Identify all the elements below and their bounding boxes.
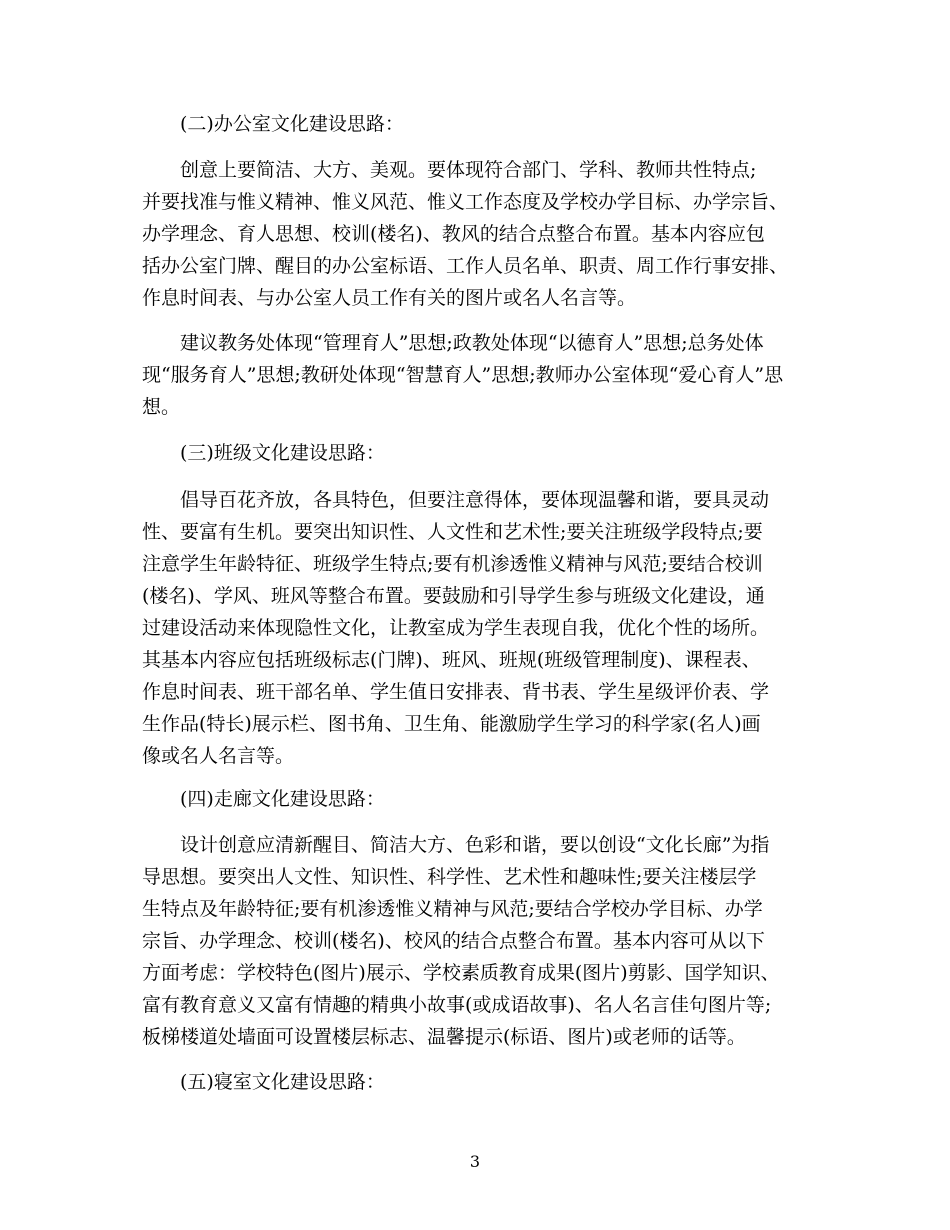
heading-text: (三)班级文化建设思路：: [180, 442, 385, 464]
section-heading-dormitory: [142, 1066, 832, 1098]
paragraph-line: 宗旨、办学理念、校训(楼名)、校风的结合点整合布置。基本内容可从以下: [142, 930, 765, 952]
paragraph-corridor-culture: [142, 829, 832, 1053]
paragraph-line: 设计创意应清新醒目、简洁大方、色彩和谐，要以创设“文化长廊”为指: [180, 834, 770, 856]
paragraph-line: 想。: [142, 396, 181, 418]
paragraph-line: 导思想。要突出人文性、知识性、科学性、艺术性和趣味性;要关注楼层学: [142, 866, 757, 888]
paragraph-line: 过建设活动来体现隐性文化，让教室成为学生表现自我，优化个性的场所。: [142, 617, 770, 639]
paragraph-line: 性、要富有生机。要突出知识性、人文性和艺术性;要关注班级学段特点;要: [142, 521, 763, 543]
section-heading-office: [142, 108, 832, 140]
paragraph-line: 像或名人名言等。: [142, 745, 295, 767]
paragraph-line: 注意学生年龄特征、班级学生特点;要有机渗透惟义精神与风范;要结合校训: [142, 553, 763, 575]
paragraph-line: 建议教务处体现“管理育人”思想;政教处体现“以德育人”思想;总务处体: [180, 332, 764, 354]
heading-text: (四)走廊文化建设思路：: [180, 788, 385, 810]
paragraph-class-culture: [142, 484, 832, 772]
paragraph-line: 办学理念、育人思想、校训(楼名)、教风的结合点整合布置。基本内容应包: [142, 223, 765, 245]
paragraph-line: 作息时间表、与办公室人员工作有关的图片或名人名言等。: [142, 287, 637, 309]
paragraph-line: 现“服务育人”思想;教研处体现“智慧育人”思想;教师办公室体现“爱心育人”思: [142, 364, 784, 386]
paragraph-line: (楼名)、学风、班风等整合布置。要鼓励和引导学生参与班级文化建设，通: [142, 585, 765, 607]
paragraph-line: 创意上要简洁、大方、美观。要体现符合部门、学科、教师共性特点;: [180, 159, 757, 181]
paragraph-office-departments: [142, 327, 832, 423]
paragraph-line: 并要找准与惟义精神、惟义风范、惟义工作态度及学校办学目标、办学宗旨、: [142, 191, 789, 213]
paragraph-line: 生作品(特长)展示栏、图书角、卫生角、能激励学生学习的科学家(名人)画: [142, 713, 761, 735]
heading-text: (五)寝室文化建设思路：: [180, 1071, 385, 1093]
paragraph-line: 括办公室门牌、醒目的办公室标语、工作人员名单、职责、周工作行事安排、: [142, 255, 789, 277]
paragraph-line: 富有教育意义又富有情趣的精典小故事(或成语故事)、名人名言佳句图片等;: [142, 994, 772, 1016]
paragraph-line: 生特点及年龄特征;要有机渗透惟义精神与风范;要结合学校办学目标、办学: [142, 898, 763, 920]
paragraph-line: 作息时间表、班干部名单、学生值日安排表、背书表、学生星级评价表、学: [142, 681, 770, 703]
paragraph-line: 方面考虑：学校特色(图片)展示、学校素质教育成果(图片)剪影、国学知识、: [142, 962, 780, 984]
page-number: 3: [469, 1152, 481, 1171]
heading-text: (二)办公室文化建设思路：: [180, 113, 404, 135]
section-heading-class: [142, 437, 832, 469]
paragraph-office-design: [142, 154, 832, 314]
paragraph-line: 板梯楼道处墙面可设置楼层标志、温馨提示(标语、图片)或老师的话等。: [142, 1026, 746, 1048]
paragraph-line: 其基本内容应包括班级标志(门牌)、班风、班规(班级管理制度)、课程表、: [142, 649, 761, 671]
section-heading-corridor: [142, 783, 832, 815]
paragraph-line: 倡导百花齐放，各具特色，但要注意得体，要体现温馨和谐，要具灵动: [180, 489, 770, 511]
